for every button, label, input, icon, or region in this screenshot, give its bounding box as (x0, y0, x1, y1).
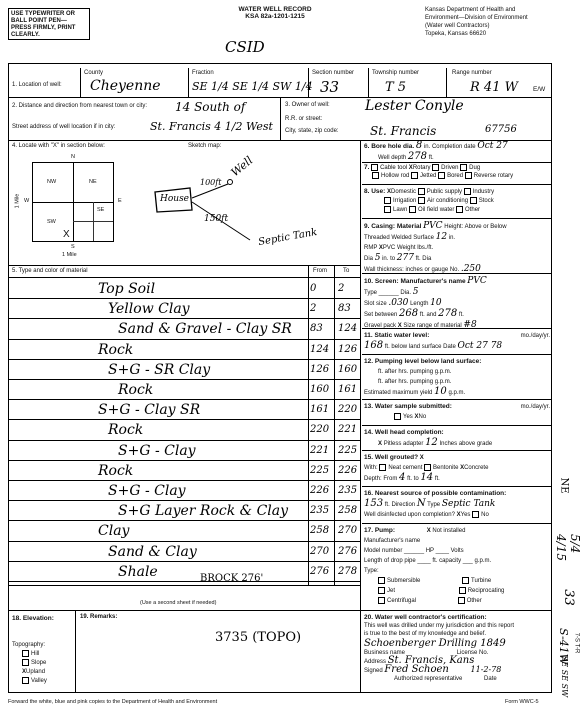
material-to: 161 (338, 384, 358, 395)
second-sheet-note: (Use a second sheet if needed) (140, 600, 217, 606)
mat-bottom (8, 585, 360, 586)
material-row (8, 340, 360, 360)
topo-hill: Hill (22, 650, 54, 659)
distance-value: 14 South of (175, 100, 246, 114)
material-name: S+G - Clay (118, 442, 196, 459)
row2-bottom (8, 140, 552, 141)
material-to: 220 (338, 404, 358, 416)
material-from: 160 (310, 384, 330, 395)
pumping-yield: Estimated maximum yield 10 g.p.m. (364, 386, 466, 397)
r-line1 (362, 162, 552, 163)
locate-label: 4. Locate with "X" in section below: (12, 143, 105, 149)
topo-label: Topography: (12, 642, 46, 648)
cable-opt4: Dug (460, 165, 480, 171)
cert-signed-row: Signed Fred Schoen 11-2-78 (364, 664, 502, 675)
owner-label: 3. Owner of well: (285, 102, 330, 108)
elevation-label: 18. Elevation: (12, 615, 54, 622)
row1-div4 (368, 68, 369, 97)
grid-mile-left: 1 Mile (14, 193, 21, 209)
cable-section (364, 164, 550, 180)
main-divider (360, 140, 361, 610)
sample-section (364, 402, 550, 422)
bottom-div2 (360, 610, 361, 693)
range-value: R 41 W (470, 80, 518, 95)
use-industry: Industry (464, 189, 494, 195)
county-label: County (84, 70, 104, 76)
materials-label: 5. Type and color of material (12, 268, 88, 274)
material-row (8, 501, 360, 521)
use-other: Other (456, 207, 480, 213)
margin-note1: 5/4 4/15 (554, 534, 582, 561)
cert-line1: This well was drilled under my jurisdiction and this report (364, 623, 515, 629)
grid-se: SE (97, 207, 105, 213)
pump-row3: Model number ______ HP ____ Volts (364, 548, 464, 554)
from-header: From (313, 268, 327, 274)
head-row: X Pitless adapter 12 Inches above grade (378, 437, 493, 448)
remarks-label: 19. Remarks: (80, 614, 118, 620)
cert-auth-row: Authorized representative Date (394, 676, 497, 682)
pump-row6: Submersible Turbine (378, 576, 550, 586)
use-oil: Oil field water (409, 207, 454, 213)
cert-business: Schoenberger Drilling 1849 (364, 638, 506, 649)
sketch-house: House (160, 194, 190, 204)
use-ac: Air conditioning (418, 198, 468, 204)
material-from: 258 (310, 525, 330, 537)
material-to: 235 (338, 485, 358, 496)
row1-div1 (80, 68, 81, 97)
material-to: 160 (338, 363, 358, 375)
form-title (225, 6, 325, 20)
title-line2: KSA 82a-1201-1215 (245, 13, 305, 20)
material-name: Sand & Clay (108, 543, 197, 560)
pump-row8: Centrifugal Other (378, 596, 550, 606)
material-to: 221 (338, 424, 358, 436)
material-row (8, 279, 360, 299)
margin-note4: SE SE SW (560, 655, 570, 698)
r-line4 (362, 273, 552, 274)
use-lawn: Lawn (384, 207, 407, 213)
section-value: 33 (320, 78, 340, 96)
agency-block (425, 6, 528, 38)
contam-row2: Well disinfected upon completion? XYes No (364, 512, 489, 518)
section-grid (32, 162, 114, 242)
grouted-row2: With: Neat cement Bentonite XConcrete (364, 465, 489, 471)
distance-label: 2. Distance and direction from nearest town or city: (12, 103, 148, 109)
elevation-section (12, 614, 54, 686)
r-line8 (362, 425, 552, 426)
street-label: Street address of well location if in city: (12, 124, 116, 130)
material-row (8, 420, 360, 440)
grid-x-mark: X (63, 229, 70, 240)
grid-nw: NW (47, 179, 57, 185)
pumping-section (364, 357, 550, 398)
material-to: 270 (338, 525, 358, 537)
sketch-dist1: 100ft (200, 178, 222, 187)
cable-opt1: Cable tool (371, 165, 407, 171)
material-name: Sand & Gravel - Clay SR (118, 321, 292, 338)
material-name: Yellow Clay (108, 301, 190, 318)
screen-row2: Type ______ Dia. 5 (364, 287, 419, 297)
casing-row1: 9. Casing: Material PVC Height: Above or Below (364, 221, 507, 231)
material-from: 270 (310, 545, 330, 557)
grid-mile-bottom: 1 Mile (62, 252, 77, 258)
sketch-label: Sketch map: (188, 143, 222, 149)
cable-opt2: XRotary (408, 165, 431, 172)
pump-row1: 17. Pump: X Not installed (364, 527, 466, 534)
agency-line3: (Water well Contractors) (425, 23, 490, 29)
row2-div (280, 97, 281, 140)
row1-div5 (446, 68, 447, 97)
use-domestic: XDomestic (387, 189, 417, 195)
margin-note5: 7-S T-R (573, 632, 580, 654)
depth-row (378, 153, 550, 162)
grid-v (73, 163, 74, 241)
pump-row5: Type: (364, 568, 379, 574)
brock-note: BROCK 276' (200, 573, 264, 584)
pumping-label: 12. Pumping level below land surface: (364, 358, 482, 365)
screen-row5: Gravel pack X Size range of material #8 (364, 320, 477, 330)
location-label: 1. Location of well: (12, 82, 62, 88)
instructions-box: USE TYPEWRITER OR BALL POINT PEN—PRESS FIRMLY, PRINT CLEARLY. (8, 8, 90, 40)
material-row (8, 461, 360, 481)
row1-div2 (188, 68, 189, 97)
r-line11 (362, 523, 552, 524)
bore-section (364, 142, 550, 162)
contam-row1: 153 ft. Direction N Type Septic Tank (364, 498, 496, 509)
material-to: 225 (338, 444, 358, 456)
grid-n: N (71, 154, 75, 160)
completion-value: Oct 27 (477, 141, 508, 151)
grid-v2 (93, 202, 94, 241)
material-row (8, 400, 360, 420)
grouted-row1: 15. Well grouted? X (364, 454, 424, 461)
material-from: 226 (310, 485, 330, 496)
material-row (8, 562, 360, 582)
material-row (8, 542, 360, 562)
pump-row4: Length of drop pipe ____ ft. capacity ___ g.p.m. (364, 558, 492, 564)
material-from: 2 (310, 303, 317, 315)
mat-header-line (8, 277, 360, 278)
fraction-label: Fraction (192, 70, 214, 76)
use-irrigation: Irrigation (384, 198, 416, 204)
depth-label: Well depth (378, 155, 407, 161)
material-from: 83 (310, 323, 323, 335)
sample-row2: Yes XNo (394, 412, 550, 422)
casing-row3: RMP XPVC Weight lbs./ft. (364, 245, 434, 251)
screen-section (364, 276, 550, 331)
casing-section (364, 221, 550, 275)
township-value: T 5 (385, 80, 407, 95)
bottom-row-top (8, 610, 552, 611)
head-section (364, 428, 550, 449)
r-line10 (362, 486, 552, 487)
r-line9 (362, 450, 552, 451)
material-name: S+G Layer Rock & Clay (118, 503, 289, 520)
material-row (8, 360, 360, 380)
casing-row4: Dia 5 in. to 277 ft. Dia (364, 253, 432, 263)
cable-num: 7. (364, 164, 370, 172)
casing-row5: Wall thickness: inches or gauge No. .250 (364, 264, 481, 274)
grouted-section (364, 453, 550, 484)
casing-row2: Threaded Welded Surface 12 in. (364, 232, 456, 242)
city-label: City, state, zip code: (285, 128, 339, 134)
material-from: 276 (310, 565, 330, 577)
to-header: To (343, 268, 350, 274)
county-value: Cheyenne (90, 78, 161, 94)
grouted-row3: Depth: From 4 ft. to 14 ft. (364, 472, 440, 483)
cable-opt7: Bored (438, 173, 463, 179)
bottom-div1 (75, 610, 76, 693)
r-line5 (362, 328, 552, 329)
bore-label: 6. Bore hole dia. (364, 143, 415, 150)
material-from: 0 (310, 283, 317, 294)
pump-row7: Jet Reciprocating (378, 586, 550, 596)
r-line3 (362, 218, 552, 219)
pump-row2: Manufacturer's name (364, 538, 421, 544)
pumping-row2: ft. after hrs. pumping g.p.m. (378, 379, 452, 385)
margin-note3: S-41W (556, 628, 570, 665)
use-section (364, 187, 550, 215)
cable-opt3: Driven (432, 165, 458, 171)
material-name: Clay (98, 523, 130, 540)
material-name: Rock (98, 341, 134, 358)
r-line6 (362, 354, 552, 355)
agency-line2: Environment—Division of Environment (425, 15, 528, 21)
pumping-row1: ft. after hrs. pumping g.p.m. (378, 369, 452, 375)
pump-section (364, 526, 550, 606)
material-from: 161 (310, 404, 330, 416)
material-row (8, 319, 360, 339)
fraction-value: SE 1/4 SE 1/4 SW 1/4 (192, 80, 313, 93)
title-line1: WATER WELL RECORD (238, 6, 312, 13)
cert-section (364, 614, 550, 683)
grid-w: W (24, 198, 30, 204)
cert-label: 20. Water well contractor's certification: (364, 614, 487, 621)
contam-section (364, 489, 550, 520)
material-name: S+G - SR Clay (108, 361, 211, 378)
contam-label: 16. Nearest source of possible contamination: (364, 490, 507, 497)
material-name: Rock (118, 382, 154, 398)
grid-ne: NE (89, 179, 97, 185)
township-label: Township number (372, 70, 420, 76)
depth-ft: ft. (428, 155, 434, 161)
material-row (8, 299, 360, 319)
bore-in: in. (423, 144, 431, 150)
use-public: Public supply (418, 189, 462, 195)
range-label: Range number (452, 70, 492, 76)
grid-s: S (71, 244, 75, 250)
material-name: Rock (98, 462, 134, 479)
owner-value: Lester Conyle (365, 98, 464, 114)
grid-sw: SW (47, 219, 56, 225)
material-from: 124 (310, 343, 330, 355)
static-row1: 11. Static water level: mo./day/yr. (364, 332, 550, 339)
remarks-value: 3735 (TOPO) (215, 630, 302, 645)
head-label: 14. Well head completion: (364, 429, 444, 436)
sketch-septic: Septic Tank (257, 226, 319, 249)
material-to: 83 (338, 303, 351, 315)
material-name: Shale (118, 563, 158, 580)
zip-value: 67756 (485, 124, 517, 135)
topo-valley: Valley (22, 677, 54, 686)
material-to: 258 (338, 505, 358, 517)
cert-address-row: Address St. Francis, Kans (364, 655, 475, 666)
grid-e: E (118, 198, 122, 204)
material-row (8, 380, 360, 400)
depth-value: 278 (407, 151, 428, 162)
footer-right: Form WWC-5 (505, 699, 539, 705)
city-value: St. Francis (370, 124, 437, 138)
margin-ne: NE (558, 477, 570, 494)
sample-row1: 13. Water sample submitted: mo./day/yr. (364, 403, 550, 410)
street-value: St. Francis 4 1/2 West (150, 120, 273, 133)
material-row (8, 441, 360, 461)
material-from: 126 (310, 363, 330, 375)
bore-dia: 8 (415, 140, 423, 151)
use-stock: Stock (470, 198, 494, 204)
material-from: 220 (310, 424, 330, 436)
static-section (364, 331, 550, 352)
material-to: 276 (338, 545, 358, 557)
screen-row1: 10. Screen: Manufacturer's name PVC (364, 276, 487, 286)
cable-opt8: Reverse rotary (465, 173, 513, 179)
use-label: 8. Use: (364, 188, 386, 195)
cable-opt6: Jetted (411, 173, 436, 179)
topo-slope: Slope (22, 659, 54, 668)
cable-opt5: Hollow rod (372, 173, 409, 179)
topo-upland: XUpland (22, 669, 46, 676)
sketch-well: Well (228, 153, 256, 180)
material-to: 124 (338, 323, 358, 335)
cert-business-row: Business name License No. (364, 650, 489, 656)
ew-value: E/W (533, 86, 546, 93)
agency-line4: Topeka, Kansas 66620 (425, 31, 487, 37)
material-row (8, 521, 360, 541)
r-line2 (362, 184, 552, 185)
material-name: S+G - Clay (108, 483, 186, 499)
section-label: Section number (312, 70, 355, 76)
material-from: 225 (310, 464, 330, 476)
material-name: S+G - Clay SR (98, 402, 201, 419)
material-to: 226 (338, 464, 358, 476)
screen-row4: Set between 268 ft. and 278 ft. (364, 308, 464, 319)
hand-code: CSID (225, 38, 265, 56)
material-name: Top Soil (98, 281, 156, 297)
r-line7 (362, 399, 552, 400)
screen-row3: Slot size .030 Length 10 (364, 298, 442, 308)
margin-note2: 33 (560, 589, 576, 606)
cert-line2: is true to the best of my knowledge and belief. (364, 631, 487, 637)
material-to: 278 (338, 565, 358, 577)
material-name: Rock (108, 422, 144, 439)
static-row2: 168 ft. below land surface Date Oct 27 78 (364, 340, 503, 351)
agency-line1: Kansas Department of Health and (425, 7, 516, 13)
material-to: 126 (338, 343, 358, 355)
footer-left: Forward the white, blue and pink copies to the Department of Health and Environment (8, 699, 218, 705)
material-row (8, 481, 360, 501)
material-from: 221 (310, 444, 330, 456)
sketch-dist2: 150ft (204, 214, 229, 224)
material-to: 2 (338, 283, 345, 294)
rr-label: R.R. or street: (285, 116, 323, 122)
completion-label: Completion date (431, 144, 476, 150)
material-from: 235 (310, 505, 330, 517)
